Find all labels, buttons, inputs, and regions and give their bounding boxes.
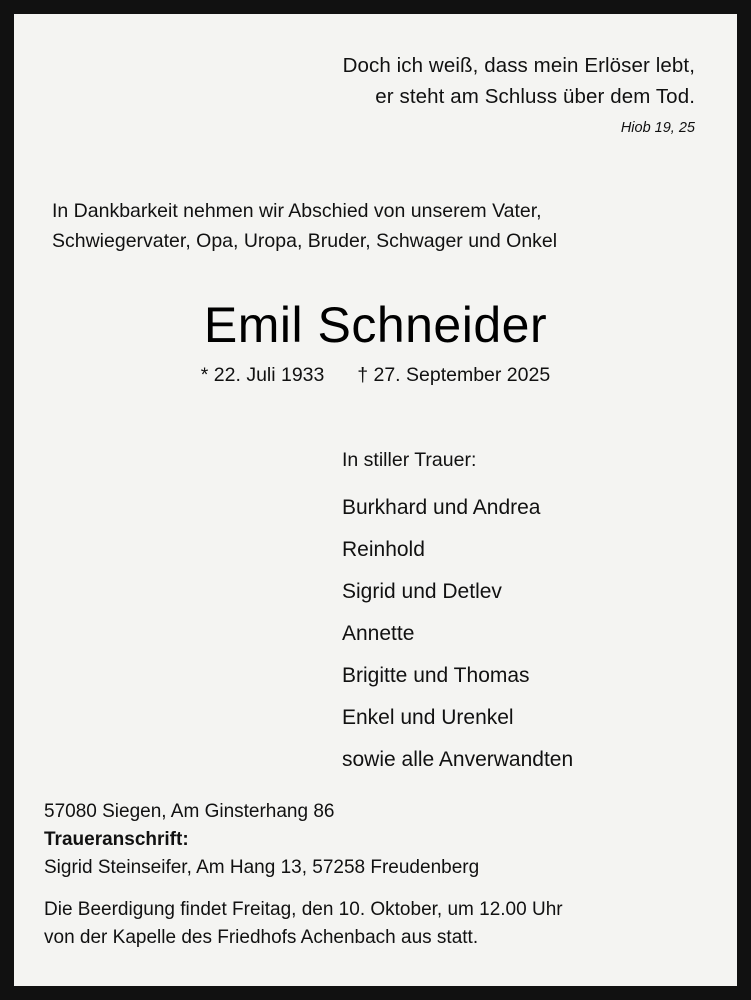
intro-line-2: Schwiegervater, Opa, Uropa, Bruder, Schwager und Onkel [52, 230, 558, 252]
contact-label: Traueranschrift: [44, 829, 189, 850]
home-address: 57080 Siegen, Am Ginsterhang 86 [44, 801, 335, 822]
footer-spacer [44, 882, 707, 896]
verse-line-2: er steht am Schluss über dem Tod. [375, 85, 695, 108]
list-item: Annette [342, 622, 415, 645]
intro-text [52, 196, 707, 256]
intro-line-1: In Dankbarkeit nehmen wir Abschied von unserem Vater, [52, 200, 542, 222]
list-item: Enkel und Urenkel [342, 706, 514, 729]
list-item: sowie alle Anverwandten [342, 748, 574, 771]
funeral-line-2: von der Kapelle des Friedhofs Achenbach aus statt. [44, 927, 479, 948]
bible-verse [44, 50, 695, 136]
list-item: Brigitte und Thomas [342, 664, 530, 687]
deceased-name: Emil Schneider [203, 297, 548, 353]
list-item: Reinhold [342, 538, 425, 561]
contact-address: Sigrid Steinseifer, Am Hang 13, 57258 Freudenberg [44, 857, 480, 878]
mourners-heading: In stiller Trauer: [342, 449, 477, 471]
obituary-page [14, 14, 737, 986]
list-item: Sigrid und Detlev [342, 580, 502, 603]
birth-date: * 22. Juli 1933 [200, 364, 325, 386]
deceased-block [44, 296, 707, 387]
footer-block [44, 798, 707, 952]
verse-source: Hiob 19, 25 [620, 120, 695, 136]
funeral-line-1: Die Beerdigung findet Freitag, den 10. Oktober, um 12.00 Uhr [44, 899, 563, 920]
verse-line-1: Doch ich weiß, dass mein Erlöser lebt, [342, 54, 695, 77]
deceased-dates [44, 364, 707, 387]
list-item: Burkhard und Andrea [342, 496, 541, 519]
mourners-block [44, 445, 707, 781]
death-date: † 27. September 2025 [357, 364, 551, 386]
